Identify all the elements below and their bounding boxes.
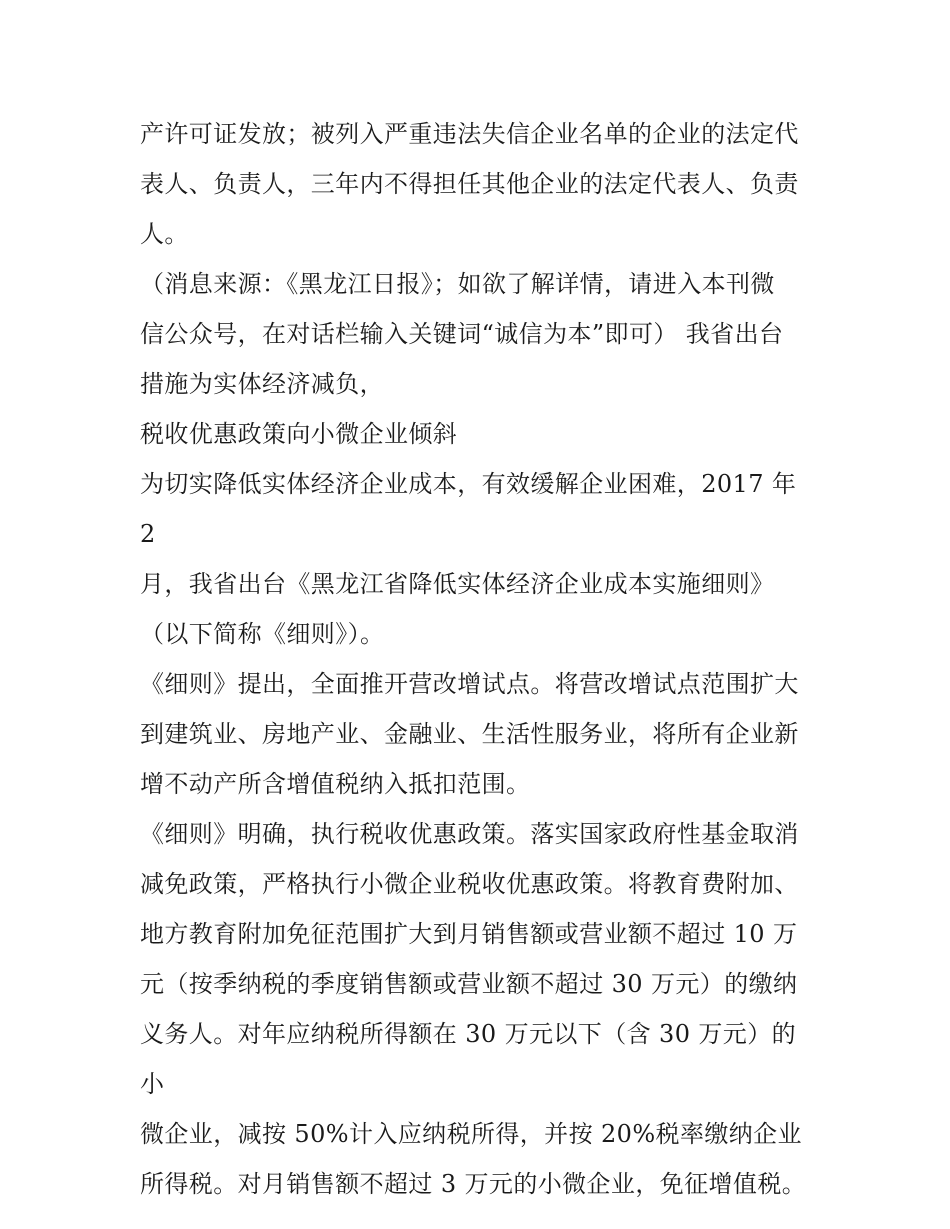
paragraph-intro: 为切实降低实体经济企业成本，有效缓解企业困难，2017 年 2 月，我省出台《黑龙江省降低实体经济企业成本实施细则》 （以下简称《细则》）。 — [140, 470, 797, 648]
paragraph-vat-reform: 《细则》提出，全面推开营改增试点。将营改增试点范围扩大 到建筑业、房地产业、金融业、生活性服务业，将所有企业新 增不动产所含增值税纳入抵扣范围。 — [140, 670, 799, 798]
paragraph-tax-preferences: 《细则》明确，执行税收优惠政策。落实国家政府性基金取消 减免政策，严格执行小微企业税收优惠政策。将教育费附加、 地方教育附加免征范围扩大到月销售额或营业额不超过 10 万 元（按季纳税的季度销售额或营业额不超过 30 万元）的缴纳 义务人。对年应纳税所得额在 30 万元以下（含 30 万元）的小 微企业，减按 50%计入应纳税所得，并按 20%税率缴纳企业 所得税。对月销售额不超过 3 万元的小微企业，免征增值税。 — [140, 820, 807, 1198]
paragraph-subheading: 税收优惠政策向小微企业倾斜 — [140, 420, 458, 448]
paragraph-credit-penalty: 产许可证发放；被列入严重违法失信企业名单的企业的法定代 表人、负责人，三年内不得担任其他企业的法定代表人、负责 人。 — [140, 120, 799, 248]
paragraph-source-note: （消息来源：《黑龙江日报》；如欲了解详情，请进入本刊微 信公众号，在对话栏输入关键词“诚信为本”即可） 我省出台 措施为实体经济减负， — [140, 270, 784, 398]
document-page — [140, 109, 815, 1209]
